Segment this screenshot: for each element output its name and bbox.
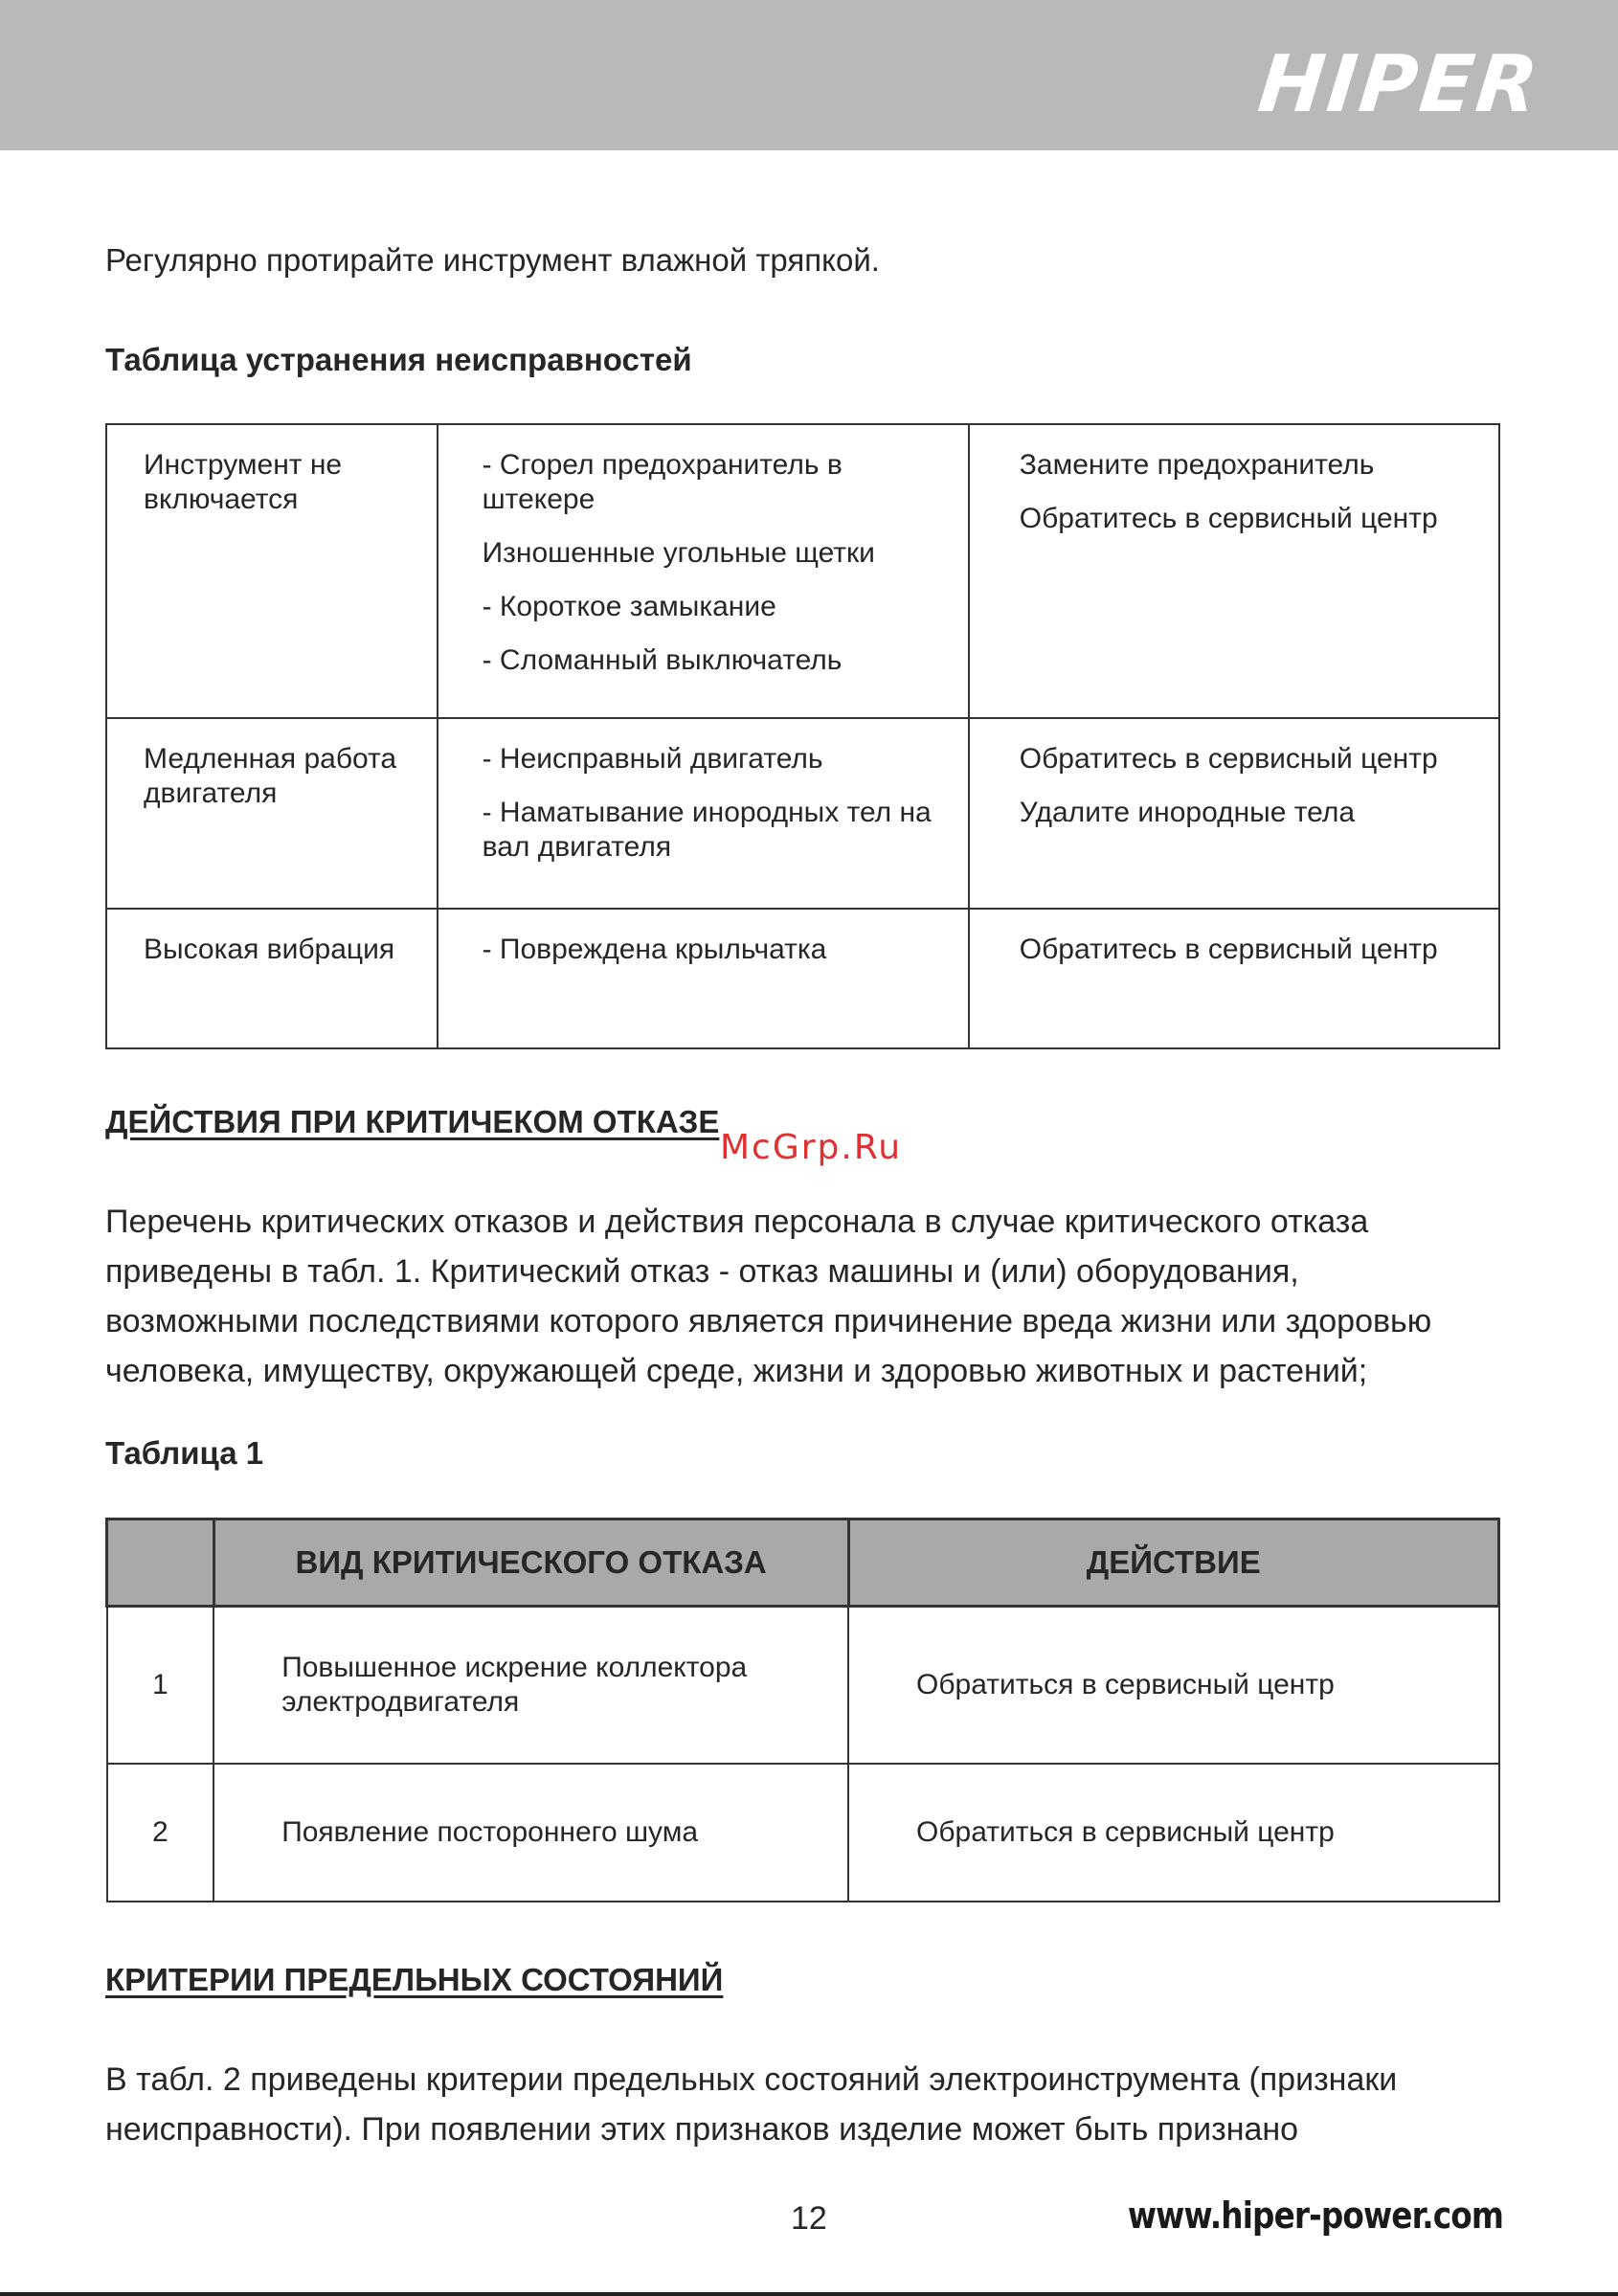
limit-states-heading: КРИТЕРИИ ПРЕДЕЛЬНЫХ СОСТОЯНИЙ (105, 1962, 724, 1997)
failure-description: Повышенное искрение коллектора электродвигателя (213, 1607, 848, 1764)
cause-item: - Сгорел предохранитель в штекере (482, 449, 843, 515)
critical-failure-heading: ДЕЙСТВИЯ ПРИ КРИТИЧЕКОМ ОТКАЗЕ (105, 1104, 720, 1139)
table-row (107, 1764, 1499, 1902)
page-number: 12 (791, 2200, 827, 2237)
limit-states-paragraph: В табл. 2 приведены критерии предельных состояний электроинструмента (признаки неисправности). При появлении этих признаков изделие может быть признано (105, 2061, 1398, 2148)
cause-item: - Наматывание инородных тел на вал двигателя (482, 797, 932, 863)
cause-item: - Короткое замыкание (482, 591, 776, 622)
header-band (0, 0, 1618, 150)
solution-item: Обратитесь в сервисный центр (1019, 934, 1438, 965)
causes-cell (438, 909, 969, 1048)
table-1-title: Таблица 1 (105, 1435, 264, 1471)
causes-cell (438, 718, 969, 909)
column-header-number (107, 1519, 214, 1607)
intro-text: Регулярно протирайте инструмент влажной тряпкой. (105, 242, 880, 278)
cause-item: - Неисправный двигатель (482, 743, 823, 775)
watermark: McGrp.Ru (720, 1128, 903, 1167)
table-header-row (107, 1519, 1499, 1607)
solutions-cell (969, 909, 1499, 1048)
problem-cell: Инструмент не включается (106, 424, 438, 718)
solution-item: Обратитесь в сервисный центр (1019, 503, 1438, 534)
brand-logo: HIPER (1253, 39, 1545, 130)
column-header-failure: ВИД КРИТИЧЕСКОГО ОТКАЗА (213, 1519, 848, 1607)
solution-item: Обратитесь в сервисный центр (1019, 743, 1438, 775)
solution-item: Замените предохранитель (1019, 449, 1375, 481)
solution-item: Удалите инородные тела (1019, 797, 1356, 828)
troubleshooting-table (105, 423, 1500, 1049)
solutions-cell (969, 718, 1499, 909)
cause-item: Изношенные угольные щетки (482, 537, 875, 569)
troubleshooting-title: Таблица устранения неисправностей (105, 342, 692, 377)
table-row (106, 424, 1499, 718)
problem-cell: Высокая вибрация (106, 909, 438, 1048)
problem-cell: Медленная работа двигателя (106, 718, 438, 909)
critical-failure-paragraph: Перечень критических отказов и действия персонала в случае критического отказа приведены в табл. 1. Критический отказ - отказ машины и (или) оборудования, возможными последствиями которого является причинение вреда жизни или здоровью человека, имуществу, окружающей среде, жизни и здоровью животных и растений; (105, 1204, 1432, 1389)
critical-failure-table (105, 1518, 1500, 1902)
solutions-cell (969, 424, 1499, 718)
action-description: Обратиться в сервисный центр (848, 1764, 1498, 1902)
table-row (106, 718, 1499, 909)
table-row (107, 1607, 1499, 1764)
row-number: 2 (107, 1764, 214, 1902)
cause-item: - Сломанный выключатель (482, 644, 843, 676)
action-description: Обратиться в сервисный центр (848, 1607, 1498, 1764)
table-row (106, 909, 1499, 1048)
failure-description: Появление постороннего шума (213, 1764, 848, 1902)
causes-cell (438, 424, 969, 718)
cause-item: - Повреждена крыльчатка (482, 934, 827, 965)
row-number: 1 (107, 1607, 214, 1764)
column-header-action: ДЕЙСТВИЕ (848, 1519, 1498, 1607)
website-link[interactable]: www.hiper-power.com (1127, 2195, 1503, 2237)
bottom-divider (0, 2292, 1618, 2296)
